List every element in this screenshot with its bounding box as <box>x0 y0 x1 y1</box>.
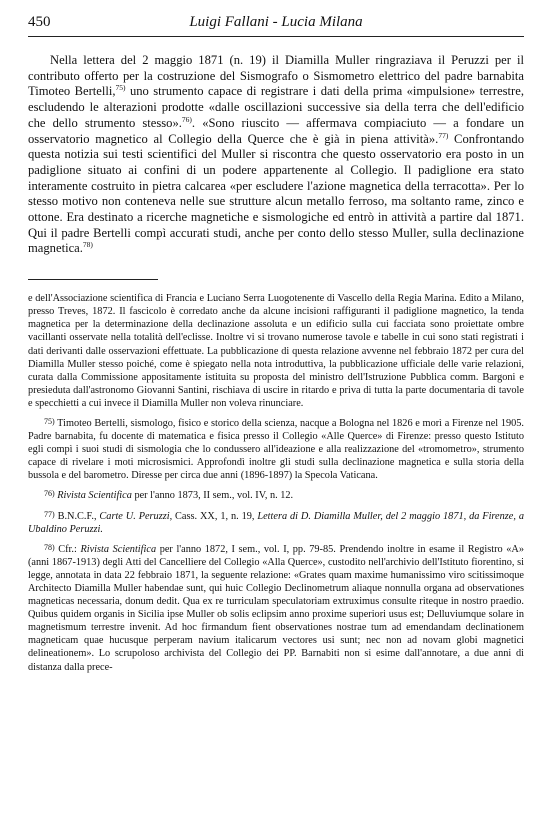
main-text <box>28 53 524 257</box>
footnote-ref-76: 76) <box>181 114 192 124</box>
footnote-title: Rivista Scientifica <box>54 490 132 502</box>
footnote-number: 77) <box>44 509 55 519</box>
text-run: . «Sono riuscito — affermava compiaciuto — a fondare un osservatorio magnetico al Collegio della Querce che è già in piena attività». <box>28 115 524 146</box>
footnote-ref-75: 75) <box>115 83 126 93</box>
text-run: Confrontando questa notizia sui testi scientifici del Muller si riscontra che questo osservatorio era posto in un padiglione situato ai confini di un podere appartenente al Collegio. Il padiglione era stato interamente costruito in pietra calcarea «per escludere l'azione magnetica della terracotta». Per lo stesso motivo non conteneva nelle sue strutture alcun metallo ferroso, ma soltanto rame, zinco e ottone. Era destinato a ricerche magnetiche e sismologiche ed entrò in attività a partire dal 1871. Qui il padre Bertelli compì accurati studi, anche per conto dello stesso Muller, sulla declinazione magnetica. <box>28 131 525 256</box>
page-number: 450 <box>28 14 51 30</box>
footnotes <box>28 292 524 674</box>
footnote-title: Carte U. Peruzzi, <box>99 510 173 522</box>
footnote-ref-78: 78) <box>82 240 93 250</box>
footnote-separator <box>28 279 158 280</box>
footnote-text: per l'anno 1872, I sem., vol. I, pp. 79-85. Prendendo inoltre in esame il Registro «A» (anni 1867-1913) degli Atti del Cancelliere del Collegio «Alla Querce», custodito nell'archivio dell'Istituto fiorentino, si legge, annotata in data 22 febbraio 1871, la seguente relazione: «Grates quam maxime humanissimo viro scitissimoque Architecto Diamilla Muller habendae sunt, qui huic Collegio Declinometrum aliaque nonnulla organa ad observationes magneticas necessaria, donum dedit. Qua ex re turriculam speculatoriam extruximus consulte riteque in nostro praedio. Quibus quidem organis in Sicilia ipse Muller ob solis eclipsim anno proxime superiori usus est; Delluviumque solare in magnetismum terrestre invenit. Ad hoc firmandum fient observationes nostrae tum ad emendandam declinationem magneticam quae hucusque perperam navium italicarum vectores usi sunt; nec non ad novam globi magnetici delineationem». Lo scrupoloso archivista del Collegio dei PP. Barnabiti non si esime dall'annotare, a due anni di distanza dalla prece- <box>28 543 524 673</box>
footnote-number: 76) <box>44 489 55 499</box>
footnote-75 <box>28 415 524 482</box>
footnote-text: per l'anno 1873, II sem., vol. IV, n. 12. <box>131 490 294 502</box>
footnote-number: 75) <box>44 416 55 426</box>
footnote-number: 78) <box>44 542 55 552</box>
footnote-77 <box>28 508 524 536</box>
page-header <box>28 14 524 37</box>
paragraph <box>28 53 524 257</box>
footnote-text: B.N.C.F., <box>54 510 100 522</box>
footnote-title: Lettera di D. Diamilla Muller, del 2 maggio 1871, da Firenze, a Ubaldino Peruzzi. <box>28 510 524 535</box>
footnote-text: Timoteo Bertelli, sismologo, fisico e storico della scienza, nacque a Bologna nel 1826 e morì a Firenze nel 1905. Padre barnabita, fu docente di matematica e fisica presso il Collegio «Alle Querce» di Firenze: presso questo Istituto egli compì i suoi studi di sismologia che lo condussero all'ideazione e alla realizzazione del «tromometro», strumento capace di rivelare i moti microsismici. Approfondì inoltre gli studi sulla declinazione magnetica e sulla storia della bussola e del barometro. Diresse per circa due anni (1896-1897) la Specola Vaticana. <box>28 417 524 482</box>
running-head: Luigi Fallani - Lucia Milana <box>189 14 363 30</box>
text-run: Nella lettera del 2 maggio 1871 (n. 19) il Diamilla Muller ringraziava il Peruzzi per il contributo offerto per la costruzione del Sismografo o Sismometro elettrico del padre barnabita Timoteo Bertelli, <box>28 53 524 99</box>
text-run: uno strumento capace di registrare i dati della prima «impulsione» terrestre, escludendo le alterazioni prodotte «dalle oscillazioni successive sia della terra che dell'edificio che dello strumento stesso». <box>28 84 524 130</box>
footnote-76 <box>28 487 524 502</box>
footnote-text: Cass. XX, 1, n. 19, <box>172 510 258 522</box>
footnote-text: Cfr.: <box>54 543 81 555</box>
footnote-78 <box>28 541 524 674</box>
footnote-title: Rivista Scientifica <box>80 543 157 555</box>
footnote-continued: e dell'Associazione scientifica di Francia e Luciano Serra Luogotenente di Vascello della Regia Marina. Edito a Milano, presso Treves, 1872. Il fascicolo è corredato anche da alcune incisioni raffiguranti il padiglione magnetico, la tenda magnetica per la determinazione della declinazione assoluta e un edificio sulla cui facciata sono proiettate ombre vacillanti osservate nella totalità dell'eclisse. Inoltre vi si trovano numerose tavole e tabelle in cui sono stati registrati i dati derivanti dalle osservazioni effettuate. La pubblicazione di questa relazione avvenne nel febbraio 1872 per cura del Diamilla Muller stesso poiché, come è spiegato nella nota introduttiva, la pubblicazione ufficiale delle varie relazioni, curata dalla Commissione appositamente istituita su proposta del ministro dell'Istruzione Pubblica comm. Bargoni e presieduta dall'astronomo Giovanni Santini, rischiava di uscire in ritardo e priva di tutta la parte documentaria di tavole e specchietti a cui invece il Diamilla Muller non voleva rinunciare. <box>28 293 524 409</box>
footnote-ref-77: 77) <box>438 130 449 140</box>
